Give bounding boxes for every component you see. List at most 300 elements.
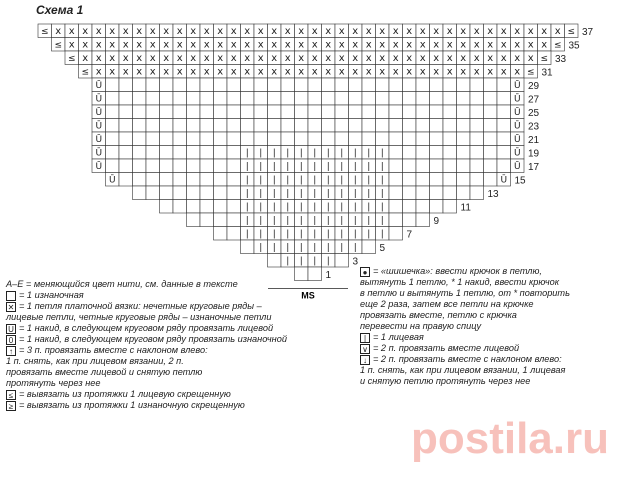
svg-text:x: x	[446, 53, 453, 65]
svg-text:|: |	[259, 229, 263, 240]
row-number: 7	[406, 229, 413, 241]
svg-text:x: x	[365, 53, 372, 65]
row-number: 9	[433, 215, 440, 227]
svg-text:|: |	[313, 175, 317, 186]
chart-row	[214, 227, 413, 241]
legend-item	[6, 279, 287, 290]
svg-text:|: |	[313, 256, 317, 267]
legend-item	[360, 343, 570, 354]
svg-text:x: x	[203, 39, 210, 51]
svg-text:|: |	[367, 189, 371, 200]
chart-row	[92, 132, 540, 146]
chart-row	[133, 186, 500, 200]
svg-text:|: |	[272, 229, 276, 240]
svg-text:Ū: Ū	[95, 121, 103, 132]
svg-text:x: x	[271, 66, 278, 78]
svg-text:x: x	[149, 53, 156, 65]
svg-text:x: x	[190, 53, 197, 65]
svg-text:|: |	[272, 189, 276, 200]
svg-text:x: x	[163, 39, 170, 51]
svg-text:x: x	[500, 39, 507, 51]
svg-text:|: |	[286, 148, 290, 159]
svg-text:|: |	[353, 216, 357, 227]
legend-text: и снятую петлю протянуть через нее	[360, 376, 531, 386]
row-number: 27	[528, 94, 540, 106]
legend-text: вытянуть 1 петлю, * 1 накид, ввести крючок	[360, 277, 560, 287]
svg-text:x: x	[149, 66, 156, 78]
svg-text:x: x	[487, 26, 494, 38]
legend-item	[6, 290, 287, 301]
svg-text:x: x	[68, 39, 75, 51]
svg-text:x: x	[217, 66, 224, 78]
svg-text:|: |	[272, 148, 276, 159]
svg-text:x: x	[284, 26, 291, 38]
chart-row	[92, 78, 540, 92]
svg-text:x: x	[365, 66, 372, 78]
svg-text:x: x	[433, 53, 440, 65]
svg-text:|: |	[367, 202, 371, 213]
svg-text:|: |	[272, 243, 276, 254]
svg-text:x: x	[500, 26, 507, 38]
svg-text:|: |	[245, 162, 249, 173]
svg-text:|: |	[259, 189, 263, 200]
svg-text:|: |	[299, 189, 303, 200]
svg-text:|: |	[245, 202, 249, 213]
legend-symbol-icon: ≤	[6, 390, 16, 400]
svg-text:x: x	[163, 53, 170, 65]
svg-text:|: |	[286, 256, 290, 267]
svg-text:|: |	[313, 202, 317, 213]
legend-item	[360, 365, 570, 376]
legend-symbol-icon: ≥	[6, 401, 16, 411]
svg-text:x: x	[203, 26, 210, 38]
svg-text:x: x	[298, 53, 305, 65]
svg-text:|: |	[259, 175, 263, 186]
svg-text:x: x	[433, 39, 440, 51]
svg-text:x: x	[379, 66, 386, 78]
svg-text:x: x	[433, 26, 440, 38]
svg-text:x: x	[379, 39, 386, 51]
svg-text:|: |	[380, 189, 384, 200]
svg-text:x: x	[82, 26, 89, 38]
svg-text:≤: ≤	[553, 40, 562, 51]
svg-text:|: |	[367, 148, 371, 159]
svg-text:|: |	[286, 175, 290, 186]
chart-row	[92, 146, 540, 160]
svg-text:x: x	[217, 39, 224, 51]
legend-symbol-icon: ✕	[7, 302, 15, 312]
svg-text:x: x	[95, 39, 102, 51]
legend-item	[6, 334, 287, 345]
svg-text:x: x	[109, 26, 116, 38]
svg-text:x: x	[514, 26, 521, 38]
svg-text:|: |	[313, 189, 317, 200]
chart-row	[65, 51, 567, 65]
svg-text:x: x	[122, 26, 129, 38]
svg-text:Ū: Ū	[513, 135, 521, 146]
chart-row	[92, 105, 540, 119]
svg-text:x: x	[122, 53, 129, 65]
svg-text:x: x	[500, 53, 507, 65]
svg-text:|: |	[326, 229, 330, 240]
svg-text:|: |	[340, 148, 344, 159]
legend-symbol-icon: U	[6, 324, 16, 334]
legend-text: = 1 накид, в следующем круговом ряду провязать изнаночной	[19, 334, 287, 344]
svg-text:|: |	[259, 216, 263, 227]
svg-text:|: |	[245, 189, 249, 200]
svg-text:x: x	[190, 39, 197, 51]
svg-text:x: x	[352, 26, 359, 38]
legend-text: в петлю и вытянуть 1 петлю, от * повторить	[360, 288, 570, 298]
svg-text:x: x	[95, 26, 102, 38]
svg-text:x: x	[500, 66, 507, 78]
svg-text:≤: ≤	[81, 67, 90, 78]
watermark-logo	[380, 405, 640, 475]
svg-text:x: x	[419, 26, 426, 38]
svg-text:x: x	[392, 39, 399, 51]
svg-text:x: x	[406, 66, 413, 78]
svg-text:|: |	[259, 148, 263, 159]
svg-text:|: |	[259, 202, 263, 213]
row-number: 31	[541, 67, 553, 79]
svg-text:x: x	[352, 53, 359, 65]
svg-text:Ū: Ū	[500, 175, 508, 186]
svg-text:|: |	[353, 243, 357, 254]
svg-text:|: |	[272, 202, 276, 213]
svg-text:x: x	[149, 26, 156, 38]
svg-text:x: x	[271, 26, 278, 38]
legend-item	[6, 378, 287, 389]
svg-text:|: |	[286, 229, 290, 240]
svg-text:x: x	[392, 66, 399, 78]
svg-text:x: x	[473, 53, 480, 65]
legend-text: = 2 п. провязать вместе лицевой	[373, 343, 520, 353]
legend-text: лицевые петли, четные круговые ряды – изнаночные петли	[6, 312, 272, 322]
legend-symbol-icon	[6, 291, 16, 301]
legend-text: = вывязать из протяжки 1 лицевую скрещенную	[19, 389, 231, 399]
legend-item	[6, 345, 287, 356]
svg-text:x: x	[325, 53, 332, 65]
legend-symbol-icon: ↑	[6, 346, 16, 356]
svg-text:x: x	[527, 53, 534, 65]
legend-item	[360, 332, 570, 343]
svg-text:x: x	[392, 26, 399, 38]
svg-text:Ū: Ū	[108, 175, 116, 186]
svg-text:x: x	[419, 39, 426, 51]
svg-text:x: x	[487, 53, 494, 65]
svg-text:x: x	[406, 26, 413, 38]
svg-text:|: |	[326, 162, 330, 173]
svg-text:|: |	[353, 189, 357, 200]
chart-row	[38, 24, 594, 38]
svg-text:|: |	[326, 189, 330, 200]
svg-text:x: x	[311, 53, 318, 65]
svg-text:|: |	[299, 256, 303, 267]
svg-text:x: x	[271, 39, 278, 51]
svg-text:|: |	[340, 243, 344, 254]
svg-text:x: x	[95, 53, 102, 65]
svg-text:x: x	[190, 66, 197, 78]
legend-text: = 1 лицевая	[373, 332, 424, 342]
svg-text:|: |	[299, 243, 303, 254]
svg-text:x: x	[379, 53, 386, 65]
svg-text:|: |	[286, 189, 290, 200]
legend-text: = 1 накид, в следующем круговом ряду провязать лицевой	[19, 323, 274, 333]
row-number: 17	[528, 161, 540, 173]
legend-text: = «шишечка»: ввести крючок в петлю,	[373, 266, 542, 276]
svg-text:x: x	[338, 26, 345, 38]
svg-text:x: x	[217, 26, 224, 38]
svg-text:|: |	[313, 148, 317, 159]
svg-text:x: x	[122, 66, 129, 78]
svg-text:≤: ≤	[54, 40, 63, 51]
svg-text:x: x	[203, 53, 210, 65]
legend-right	[360, 266, 570, 387]
svg-text:x: x	[406, 53, 413, 65]
svg-text:x: x	[338, 66, 345, 78]
svg-text:x: x	[433, 66, 440, 78]
svg-text:x: x	[230, 26, 237, 38]
legend-text: еще 2 раза, затем все петли на крючке	[360, 299, 534, 309]
svg-text:|: |	[367, 162, 371, 173]
svg-text:x: x	[325, 26, 332, 38]
legend-text: = вывязать из протяжки 1 изнаночную скрещенную	[19, 400, 245, 410]
svg-text:x: x	[311, 26, 318, 38]
row-number: 13	[487, 188, 499, 200]
svg-text:x: x	[163, 66, 170, 78]
legend-symbol-icon: ∨	[360, 344, 370, 354]
svg-text:|: |	[326, 202, 330, 213]
svg-text:x: x	[136, 39, 143, 51]
legend-item	[360, 376, 570, 387]
svg-text:|: |	[326, 256, 330, 267]
svg-text:x: x	[257, 53, 264, 65]
svg-text:x: x	[298, 66, 305, 78]
legend-item	[360, 299, 570, 310]
svg-text:x: x	[460, 53, 467, 65]
chart-title: Схема 1	[36, 3, 84, 17]
svg-text:|: |	[380, 229, 384, 240]
svg-text:x: x	[176, 26, 183, 38]
legend-text: 1 п. снять, как при лицевом вязании, 2 п.	[6, 356, 184, 366]
svg-text:x: x	[311, 66, 318, 78]
svg-text:x: x	[325, 39, 332, 51]
svg-text:|: |	[313, 243, 317, 254]
svg-text:x: x	[338, 53, 345, 65]
legend-text: A–E = меняющийся цвет нити, см. данные в тексте	[6, 279, 238, 289]
svg-text:x: x	[244, 26, 251, 38]
svg-text:|: |	[353, 202, 357, 213]
svg-text:x: x	[244, 39, 251, 51]
svg-text:x: x	[82, 39, 89, 51]
chart-row	[187, 213, 440, 227]
legend-text: 1 п. снять, как при лицевом вязании, 1 лицевая	[360, 365, 566, 375]
legend-text: провязать вместе лицевой и снятую петлю	[6, 367, 203, 377]
svg-text:|: |	[245, 229, 249, 240]
legend-text: провязать вместе, петлю с крючка	[360, 310, 517, 320]
ms-label: MS	[301, 290, 315, 300]
svg-text:|: |	[380, 216, 384, 227]
svg-text:x: x	[217, 53, 224, 65]
svg-text:x: x	[176, 39, 183, 51]
legend-left	[6, 279, 287, 411]
svg-text:x: x	[230, 53, 237, 65]
svg-text:x: x	[230, 66, 237, 78]
svg-text:|: |	[299, 229, 303, 240]
svg-text:x: x	[527, 26, 534, 38]
svg-text:x: x	[487, 39, 494, 51]
svg-text:≤: ≤	[540, 54, 549, 65]
svg-text:x: x	[419, 53, 426, 65]
svg-text:Ū: Ū	[95, 81, 103, 92]
legend-item	[360, 310, 570, 321]
svg-text:x: x	[298, 26, 305, 38]
svg-text:x: x	[365, 26, 372, 38]
svg-text:x: x	[514, 39, 521, 51]
chart-row	[92, 92, 540, 106]
legend-item	[360, 266, 570, 277]
svg-text:|: |	[272, 162, 276, 173]
row-number: 25	[528, 107, 540, 119]
svg-text:x: x	[419, 66, 426, 78]
svg-text:x: x	[379, 26, 386, 38]
row-number: 35	[568, 40, 580, 52]
svg-text:x: x	[109, 53, 116, 65]
chart-row	[295, 267, 332, 281]
row-number: 5	[379, 242, 386, 254]
svg-text:|: |	[326, 243, 330, 254]
svg-text:|: |	[340, 229, 344, 240]
svg-text:|: |	[367, 229, 371, 240]
row-number: 15	[514, 175, 526, 187]
svg-text:Ū: Ū	[513, 162, 521, 173]
svg-text:|: |	[340, 202, 344, 213]
legend-symbol-icon: ↓	[360, 355, 370, 365]
svg-text:|: |	[353, 229, 357, 240]
svg-text:x: x	[55, 26, 62, 38]
svg-text:|: |	[340, 189, 344, 200]
svg-text:|: |	[380, 162, 384, 173]
svg-text:|: |	[326, 148, 330, 159]
svg-text:|: |	[272, 216, 276, 227]
chart-row	[160, 200, 472, 214]
svg-text:x: x	[271, 53, 278, 65]
svg-text:x: x	[473, 39, 480, 51]
legend-text: = 1 петля платочной вязки: нечетные круговые ряды –	[19, 301, 262, 311]
svg-text:x: x	[473, 66, 480, 78]
svg-text:x: x	[514, 53, 521, 65]
legend-text: = 3 п. провязать вместе с наклоном влево:	[19, 345, 208, 355]
svg-text:Ū: Ū	[513, 148, 521, 159]
svg-text:|: |	[299, 216, 303, 227]
svg-text:≤: ≤	[567, 27, 576, 38]
legend-text: протянуть через нее	[6, 378, 101, 388]
svg-text:x: x	[136, 53, 143, 65]
svg-text:x: x	[446, 26, 453, 38]
svg-text:|: |	[259, 162, 263, 173]
svg-text:|: |	[353, 148, 357, 159]
svg-text:x: x	[446, 66, 453, 78]
svg-text:x: x	[122, 39, 129, 51]
chart-row	[79, 65, 554, 79]
svg-text:Ū: Ū	[95, 94, 103, 105]
legend-item	[360, 288, 570, 299]
row-number: 37	[582, 26, 594, 38]
svg-text:|: |	[313, 162, 317, 173]
svg-text:x: x	[473, 26, 480, 38]
legend-item	[6, 312, 287, 323]
legend-item	[360, 321, 570, 332]
svg-text:x: x	[257, 66, 264, 78]
svg-text:x: x	[244, 66, 251, 78]
chart-row	[92, 159, 540, 173]
row-number: 1	[325, 269, 332, 281]
svg-text:x: x	[487, 66, 494, 78]
svg-text:Ū: Ū	[95, 162, 103, 173]
row-number: 33	[555, 53, 567, 65]
svg-text:|: |	[313, 229, 317, 240]
svg-text:|: |	[326, 175, 330, 186]
svg-text:x: x	[338, 39, 345, 51]
svg-text:x: x	[136, 26, 143, 38]
legend-text: = 1 изнаночная	[19, 290, 84, 300]
svg-text:|: |	[299, 202, 303, 213]
svg-text:|: |	[313, 216, 317, 227]
svg-text:|: |	[340, 216, 344, 227]
svg-text:x: x	[203, 66, 210, 78]
legend-item	[6, 323, 287, 334]
svg-text:Ū: Ū	[95, 108, 103, 119]
svg-text:x: x	[554, 26, 561, 38]
svg-text:|: |	[259, 243, 263, 254]
svg-text:x: x	[109, 66, 116, 78]
svg-text:|: |	[380, 148, 384, 159]
svg-text:|: |	[245, 216, 249, 227]
svg-text:|: |	[245, 148, 249, 159]
svg-text:x: x	[514, 66, 521, 78]
chart-row	[52, 38, 581, 52]
row-number: 23	[528, 121, 540, 133]
svg-text:x: x	[136, 66, 143, 78]
svg-text:|: |	[286, 202, 290, 213]
legend-item	[360, 277, 570, 288]
svg-text:x: x	[257, 26, 264, 38]
svg-text:|: |	[380, 202, 384, 213]
svg-text:x: x	[284, 66, 291, 78]
legend-symbol-icon: ●	[360, 267, 370, 277]
svg-text:x: x	[163, 26, 170, 38]
svg-text:|: |	[299, 162, 303, 173]
svg-text:x: x	[352, 66, 359, 78]
legend-text: перевести на правую спицу	[360, 321, 482, 331]
svg-text:x: x	[257, 39, 264, 51]
svg-text:Ū: Ū	[513, 121, 521, 132]
row-number: 3	[352, 256, 359, 268]
svg-text:x: x	[541, 26, 548, 38]
svg-text:Ū: Ū	[95, 135, 103, 146]
svg-text:x: x	[284, 39, 291, 51]
svg-text:x: x	[284, 53, 291, 65]
svg-text:Ū: Ū	[513, 94, 521, 105]
legend-item	[6, 301, 287, 312]
svg-text:|: |	[326, 216, 330, 227]
row-number: 29	[528, 80, 540, 92]
svg-text:x: x	[82, 53, 89, 65]
row-number: 21	[528, 134, 540, 146]
svg-text:Ū: Ū	[513, 108, 521, 119]
svg-text:x: x	[298, 39, 305, 51]
chart-row	[268, 254, 359, 268]
